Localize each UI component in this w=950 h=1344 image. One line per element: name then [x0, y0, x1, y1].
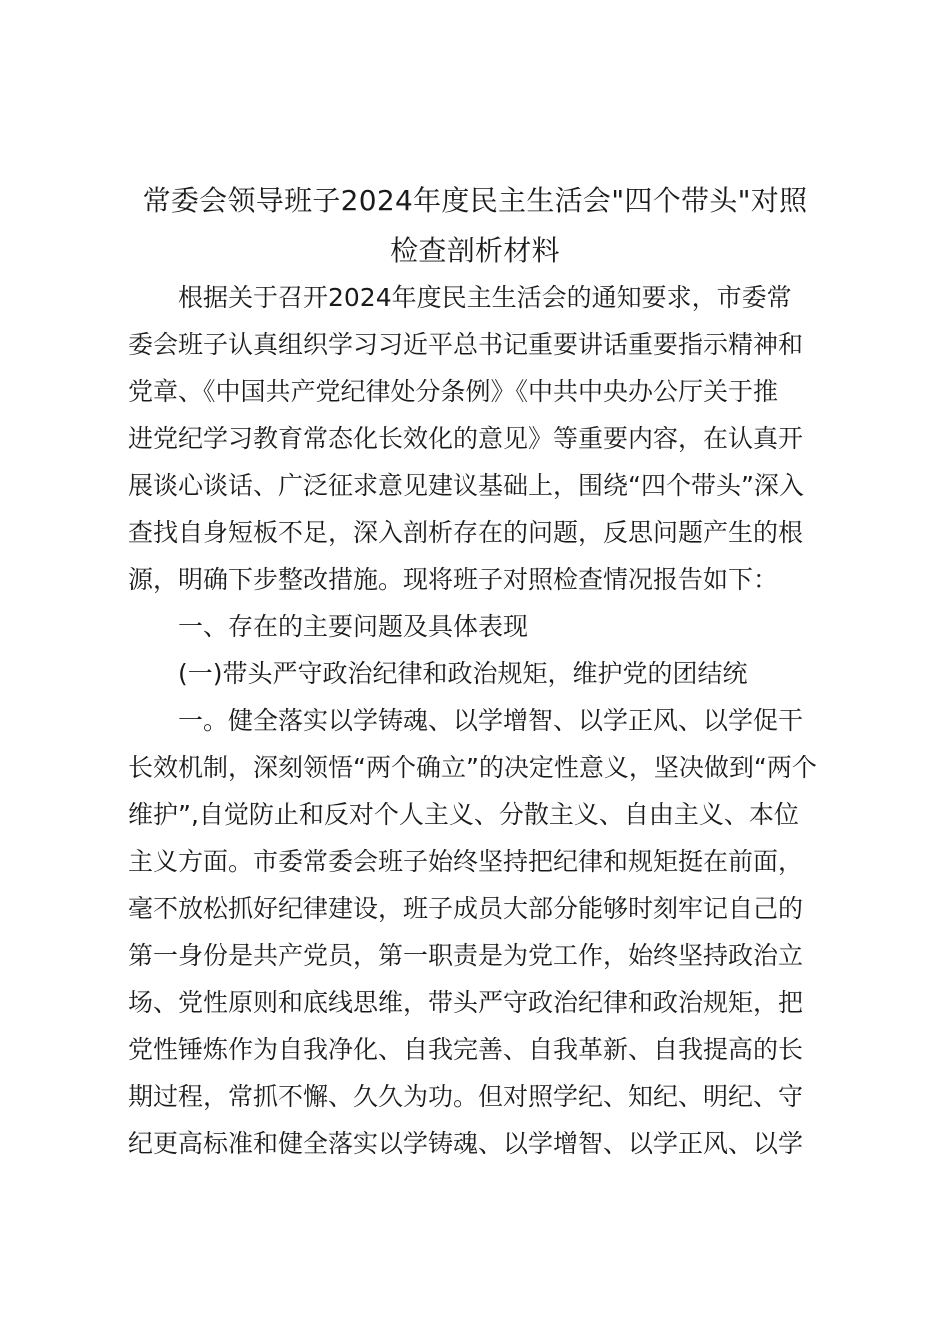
paragraph-line: 主义方面。市委常委会班子始终坚持把纪律和规矩挺在前面， [128, 847, 804, 876]
paragraph-line: 期过程，常抓不懈、久久为功。但对照学纪、知纪、明纪、守 [128, 1082, 804, 1111]
title-line-2: 检查剖析材料 [390, 234, 560, 267]
title-line-1: 常委会领导班子2024年度民主生活会"四个带头"对照 [142, 184, 808, 217]
paragraph-line: 展谈心谈话、广泛征求意见建议基础上，围绕“四个带头”深入 [128, 471, 804, 500]
document-title [128, 176, 822, 276]
paragraph-line: 源，明确下步整改措施。现将班子对照检查情况报告如下： [128, 565, 779, 594]
section-heading: 一、存在的主要问题及具体表现 [178, 612, 529, 641]
paragraph-line: 纪更高标准和健全落实以学铸魂、以学增智、以学正风、以学 [128, 1129, 804, 1158]
paragraph-line: 场、党性原则和底线思维，带头严守政治纪律和政治规矩，把 [128, 988, 804, 1017]
paragraph-line: 第一身份是共产党员，第一职责是为党工作，始终坚持政治立 [128, 941, 804, 970]
paragraph-line: 委会班子认真组织学习习近平总书记重要讲话重要指示精神和 [128, 330, 804, 359]
paragraph-line: 党章、《中国共产党纪律处分条例》《中共中央办公厅关于推 [128, 377, 779, 406]
paragraph-line: 根据关于召开2024年度民主生活会的通知要求，市委常 [178, 283, 792, 312]
paragraph-line: 一。健全落实以学铸魂、以学增智、以学正风、以学促干 [178, 706, 804, 735]
paragraph-line: 毫不放松抓好纪律建设，班子成员大部分能够时刻牢记自己的 [128, 894, 804, 923]
paragraph-line: 维护”,自觉防止和反对个人主义、分散主义、自由主义、本位 [128, 800, 799, 829]
paragraph-line: 进党纪学习教育常态化长效化的意见》等重要内容，在认真开 [128, 424, 804, 453]
paragraph-line: 党性锤炼作为自我净化、自我完善、自我革新、自我提高的长 [128, 1035, 804, 1064]
paragraph-line: 查找自身短板不足，深入剖析存在的问题，反思问题产生的根 [128, 518, 804, 547]
paragraph-line: 长效机制，深刻领悟“两个确立”的决定性意义，坚决做到“两个 [128, 753, 817, 782]
subsection-heading: (一)带头严守政治纪律和政治规矩，维护党的团结统 [178, 659, 748, 688]
document-body [128, 274, 828, 1167]
